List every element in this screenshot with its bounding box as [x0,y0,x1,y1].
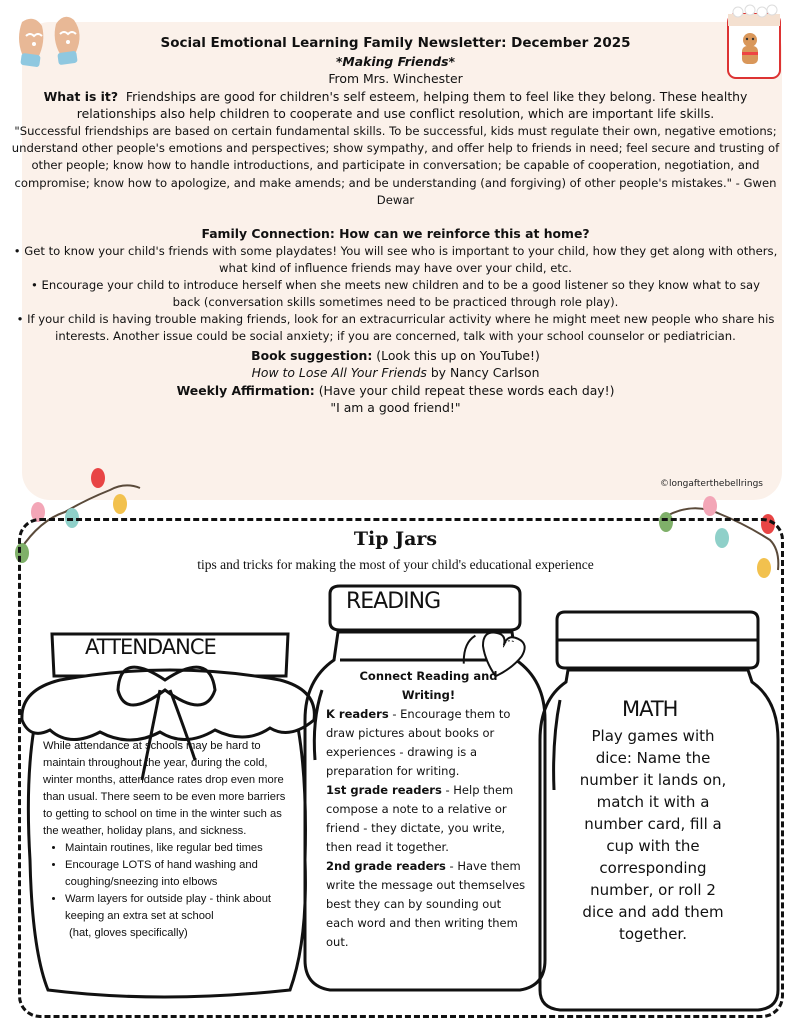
reading-first [326,781,531,857]
k-text: - Encourage them to draw pictures about books or experiences - drawing is a preparation for writing. [326,707,511,778]
reading-second [326,857,531,952]
newsletter-title: Social Emotional Learning Family Newsletter: December 2025 [160,35,631,51]
book-title: How to Lose All Your Friends [251,365,427,381]
bullet-item: • If your child is having trouble making friends, look for an extracurricular activity where he might meet new people who share his interests. Another issue could be social anxiety; if you are concerned, talk with your school counselor or pediatrician. [16,311,775,343]
book-label: Book suggestion: [251,347,373,363]
attendance-jar-cloth [22,670,314,740]
math-label: MATH [622,697,678,721]
affirmation-label: Weekly Affirmation: [176,382,315,398]
tip-jars-subtitle: tips and tricks for making the most of your child's educational experience [197,557,594,572]
newsletter-from: From Mrs. Winchester [328,71,463,87]
tip-jars-title: Tip Jars [353,528,438,550]
book-author: by Nancy Carlson [430,365,540,381]
affirmation: "I am a good friend!" [330,400,461,416]
bullet-item: • Get to know your child's friends with some playdates! You will see who is important to your child, how they get along with others, what kind of influence friends may have over your child, etc. [13,243,778,275]
reading-k [326,705,531,781]
reading-text-block [326,667,531,952]
list-item: • Maintain routines, like regular bed times [65,840,291,857]
attendance-list [43,840,291,925]
book-note: (Look this up on YouTube!) [376,347,540,363]
what-label: What is it? [43,88,119,104]
attendance-text-block [43,738,291,942]
newsletter-subtitle: *Making Friends* [335,53,456,69]
second-label: 2nd grade readers [326,859,446,873]
attendance-tail: (hat, gloves specifically) [69,927,188,939]
math-text: Play games with dice: Name the number it lands on, match it with a number card, fill a cup with the corresponding number, or roll 2 dice and add them together. [579,727,727,943]
bullet-item: • Encourage your child to introduce herself when she meets new children and to be a good listener so they know what to say back (conversation skills sometimes need to be practiced through role play). [31,277,760,309]
attendance-text: While attendance at schools may be hard to maintain throughout the year, during the cold, winter months, attendance rates drop even more than usual. There seem to be even more barriers to getting to school on time in the winter such as the weather, holiday plans, and sickness. [43,740,286,837]
quote: "Successful friendships are based on certain fundamental skills. To be successful, kids must regulate their own, negative emotions; understand other people's emotions and perspectives; show sympathy, and offer help to friends in need; feel secure and trusting of other people; know how to handle introductions, and participate in conversation; be capable of cooperation, negotiation, and compromise; know how to apologize, and make amends; and be understanding (and forgiving) of other people's mistakes." - Gwen Dewar [11,123,780,207]
list-item: • Encourage LOTS of hand washing and coughing/sneezing into elbows [65,857,291,891]
reading-heading: Connect Reading and Writing! [359,669,498,702]
reading-label: READING [346,589,441,614]
first-text: - Help them compose a note to a relative or friend - they dictate, you write, then read it together. [326,783,514,854]
attendance-label: ATTENDANCE [85,635,216,659]
what-text: Friendships are good for children's self esteem, helping them to feel like they belong. These healthy relationships also help children to cooperate and use conflict resolution, which are important life skills. [76,88,748,122]
affirmation-note: (Have your child repeat these words each day!) [318,382,615,398]
first-label: 1st grade readers [326,783,442,797]
second-text: - Have them write the message out themselves best they can by sounding out each word and then writing them out. [326,859,526,949]
family-heading: Family Connection: How can we reinforce this at home? [201,225,590,241]
k-label: K readers [326,707,389,721]
list-item: • Warm layers for outside play - think about keeping an extra set at school [65,891,291,925]
credit: ©longafterthebellrings [659,479,763,489]
